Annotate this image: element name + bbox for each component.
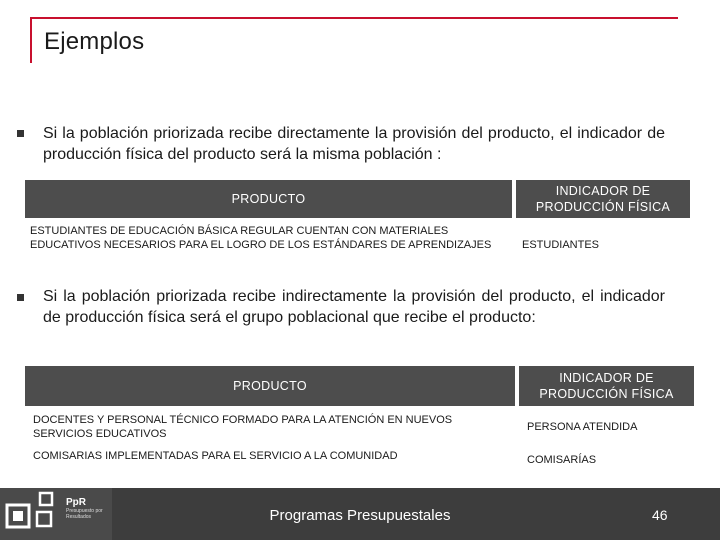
- table2-row-indicator: PERSONA ATENDIDA: [527, 421, 638, 433]
- table2-row-product: DOCENTES Y PERSONAL TÉCNICO FORMADO PARA LA ATENCIÓN EN NUEVOS SERVICIOS EDUCATIVOS: [33, 414, 453, 440]
- section2-text: Si la población priorizada recibe indirectamente la provisión del producto, el indicador de producción física será el grupo poblacional que recibe el producto:: [43, 288, 665, 326]
- table1-header-indicator: INDICADOR DE PRODUCCIÓN FÍSICA: [516, 180, 690, 218]
- page-number: 46: [652, 507, 668, 523]
- logo-text: PpR: [66, 497, 86, 508]
- page-title: Ejemplos: [44, 28, 145, 55]
- title-frame-left: [30, 17, 32, 63]
- footer-title: Programas Presupuestales: [269, 507, 451, 524]
- table1-header-product: PRODUCTO: [25, 180, 512, 218]
- title-frame-top: [30, 17, 678, 19]
- logo-subtitle: Presupuesto por Resultados: [66, 508, 103, 520]
- section1-text: Si la población priorizada recibe directamente la provisión del producto, el indicador de producción física del producto será la misma población :: [43, 125, 665, 163]
- table2-row-indicator: COMISARÍAS: [527, 454, 597, 466]
- table2-header-product: PRODUCTO: [25, 366, 515, 406]
- bullet-icon: [17, 130, 24, 137]
- table2-header-indicator: INDICADOR DE PRODUCCIÓN FÍSICA: [519, 366, 694, 406]
- table2-row-product: COMISARIAS IMPLEMENTADAS PARA EL SERVICIO A LA COMUNIDAD: [33, 450, 398, 462]
- table1-row-product: ESTUDIANTES DE EDUCACIÓN BÁSICA REGULAR CUENTAN CON MATERIALES EDUCATIVOS NECESARIOS PARA EL LOGRO DE LOS ESTÁNDARES DE APRENDIZAJES: [30, 225, 492, 251]
- table1-row-indicator: ESTUDIANTES: [522, 239, 600, 251]
- bullet-icon: [17, 294, 24, 301]
